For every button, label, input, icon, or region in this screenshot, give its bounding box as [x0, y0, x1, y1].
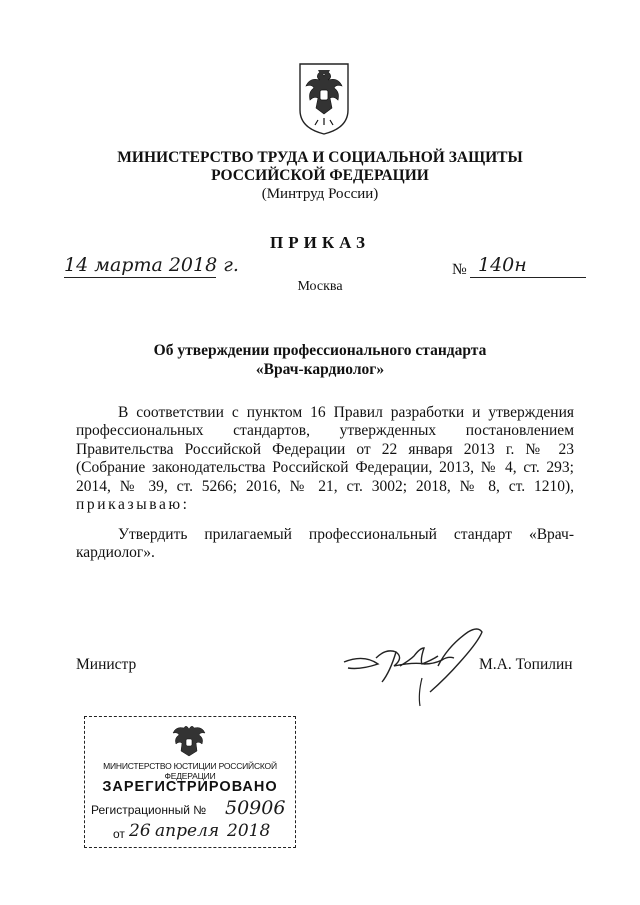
order-city: Москва — [297, 279, 343, 294]
stamp-status: ЗАРЕГИСТРИРОВАНО — [102, 779, 278, 795]
ministry-name-line2: РОССИЙСКОЙ ФЕДЕРАЦИИ — [211, 167, 429, 184]
stamp-reg-label: Регистрационный № — [91, 803, 207, 817]
order-title: ПРИКАЗ — [270, 233, 370, 252]
order-number: 140н — [478, 254, 527, 276]
body-paragraph-1-text: В соответствии с пунктом 16 Правил разработки и утверждения профессиональных стандартов, утвержденных постановлением Правительства Российской Федерации от 22 января 2013 г. № 23 (Собрание законодательства Российской Федерации, 2013, № 4, ст. 293; 2014, № 39, ст. 5266; 2016, № 21, ст. 3002; 2018, № 8, ст. 1210), — [76, 404, 574, 495]
stamp-date-year: 2018 — [227, 821, 271, 841]
stamp-ministry: МИНИСТЕРСТВО ЮСТИЦИИ РОССИЙСКОЙ ФЕДЕРАЦИИ — [103, 761, 277, 781]
ministry-short-name: (Минтруд России) — [261, 186, 379, 202]
stamp-emblem-icon — [171, 723, 207, 761]
stamp-reg-number: 50906 — [225, 797, 286, 819]
ministry-name-line1: МИНИСТЕРСТВО ТРУДА И СОЦИАЛЬНОЙ ЗАЩИТЫ — [117, 149, 523, 166]
coat-of-arms-emblem — [298, 62, 350, 136]
stamp-date-month: апреля — [155, 821, 220, 841]
handwritten-signature — [338, 622, 488, 712]
body-paragraph-2: Утвердить прилагаемый профессиональный стандарт «Врач-кардиолог». — [76, 526, 574, 562]
order-command: приказываю: — [76, 496, 190, 514]
order-subject-line2: «Врач-кардиолог» — [255, 361, 385, 378]
order-subject-line1: Об утверждении профессионального стандарта — [153, 342, 487, 359]
date-underline — [64, 277, 216, 278]
number-underline — [470, 277, 586, 278]
order-date: 14 марта 2018 г. — [64, 254, 239, 276]
registration-stamp — [84, 716, 296, 848]
body-paragraph-1 — [76, 404, 574, 514]
signature-position: Министр — [76, 656, 137, 673]
stamp-date-prefix: от — [113, 827, 125, 841]
stamp-date-day: 26 — [129, 821, 151, 841]
order-number-prefix: № — [452, 261, 467, 278]
signature-name: М.А. Топилин — [479, 656, 573, 673]
